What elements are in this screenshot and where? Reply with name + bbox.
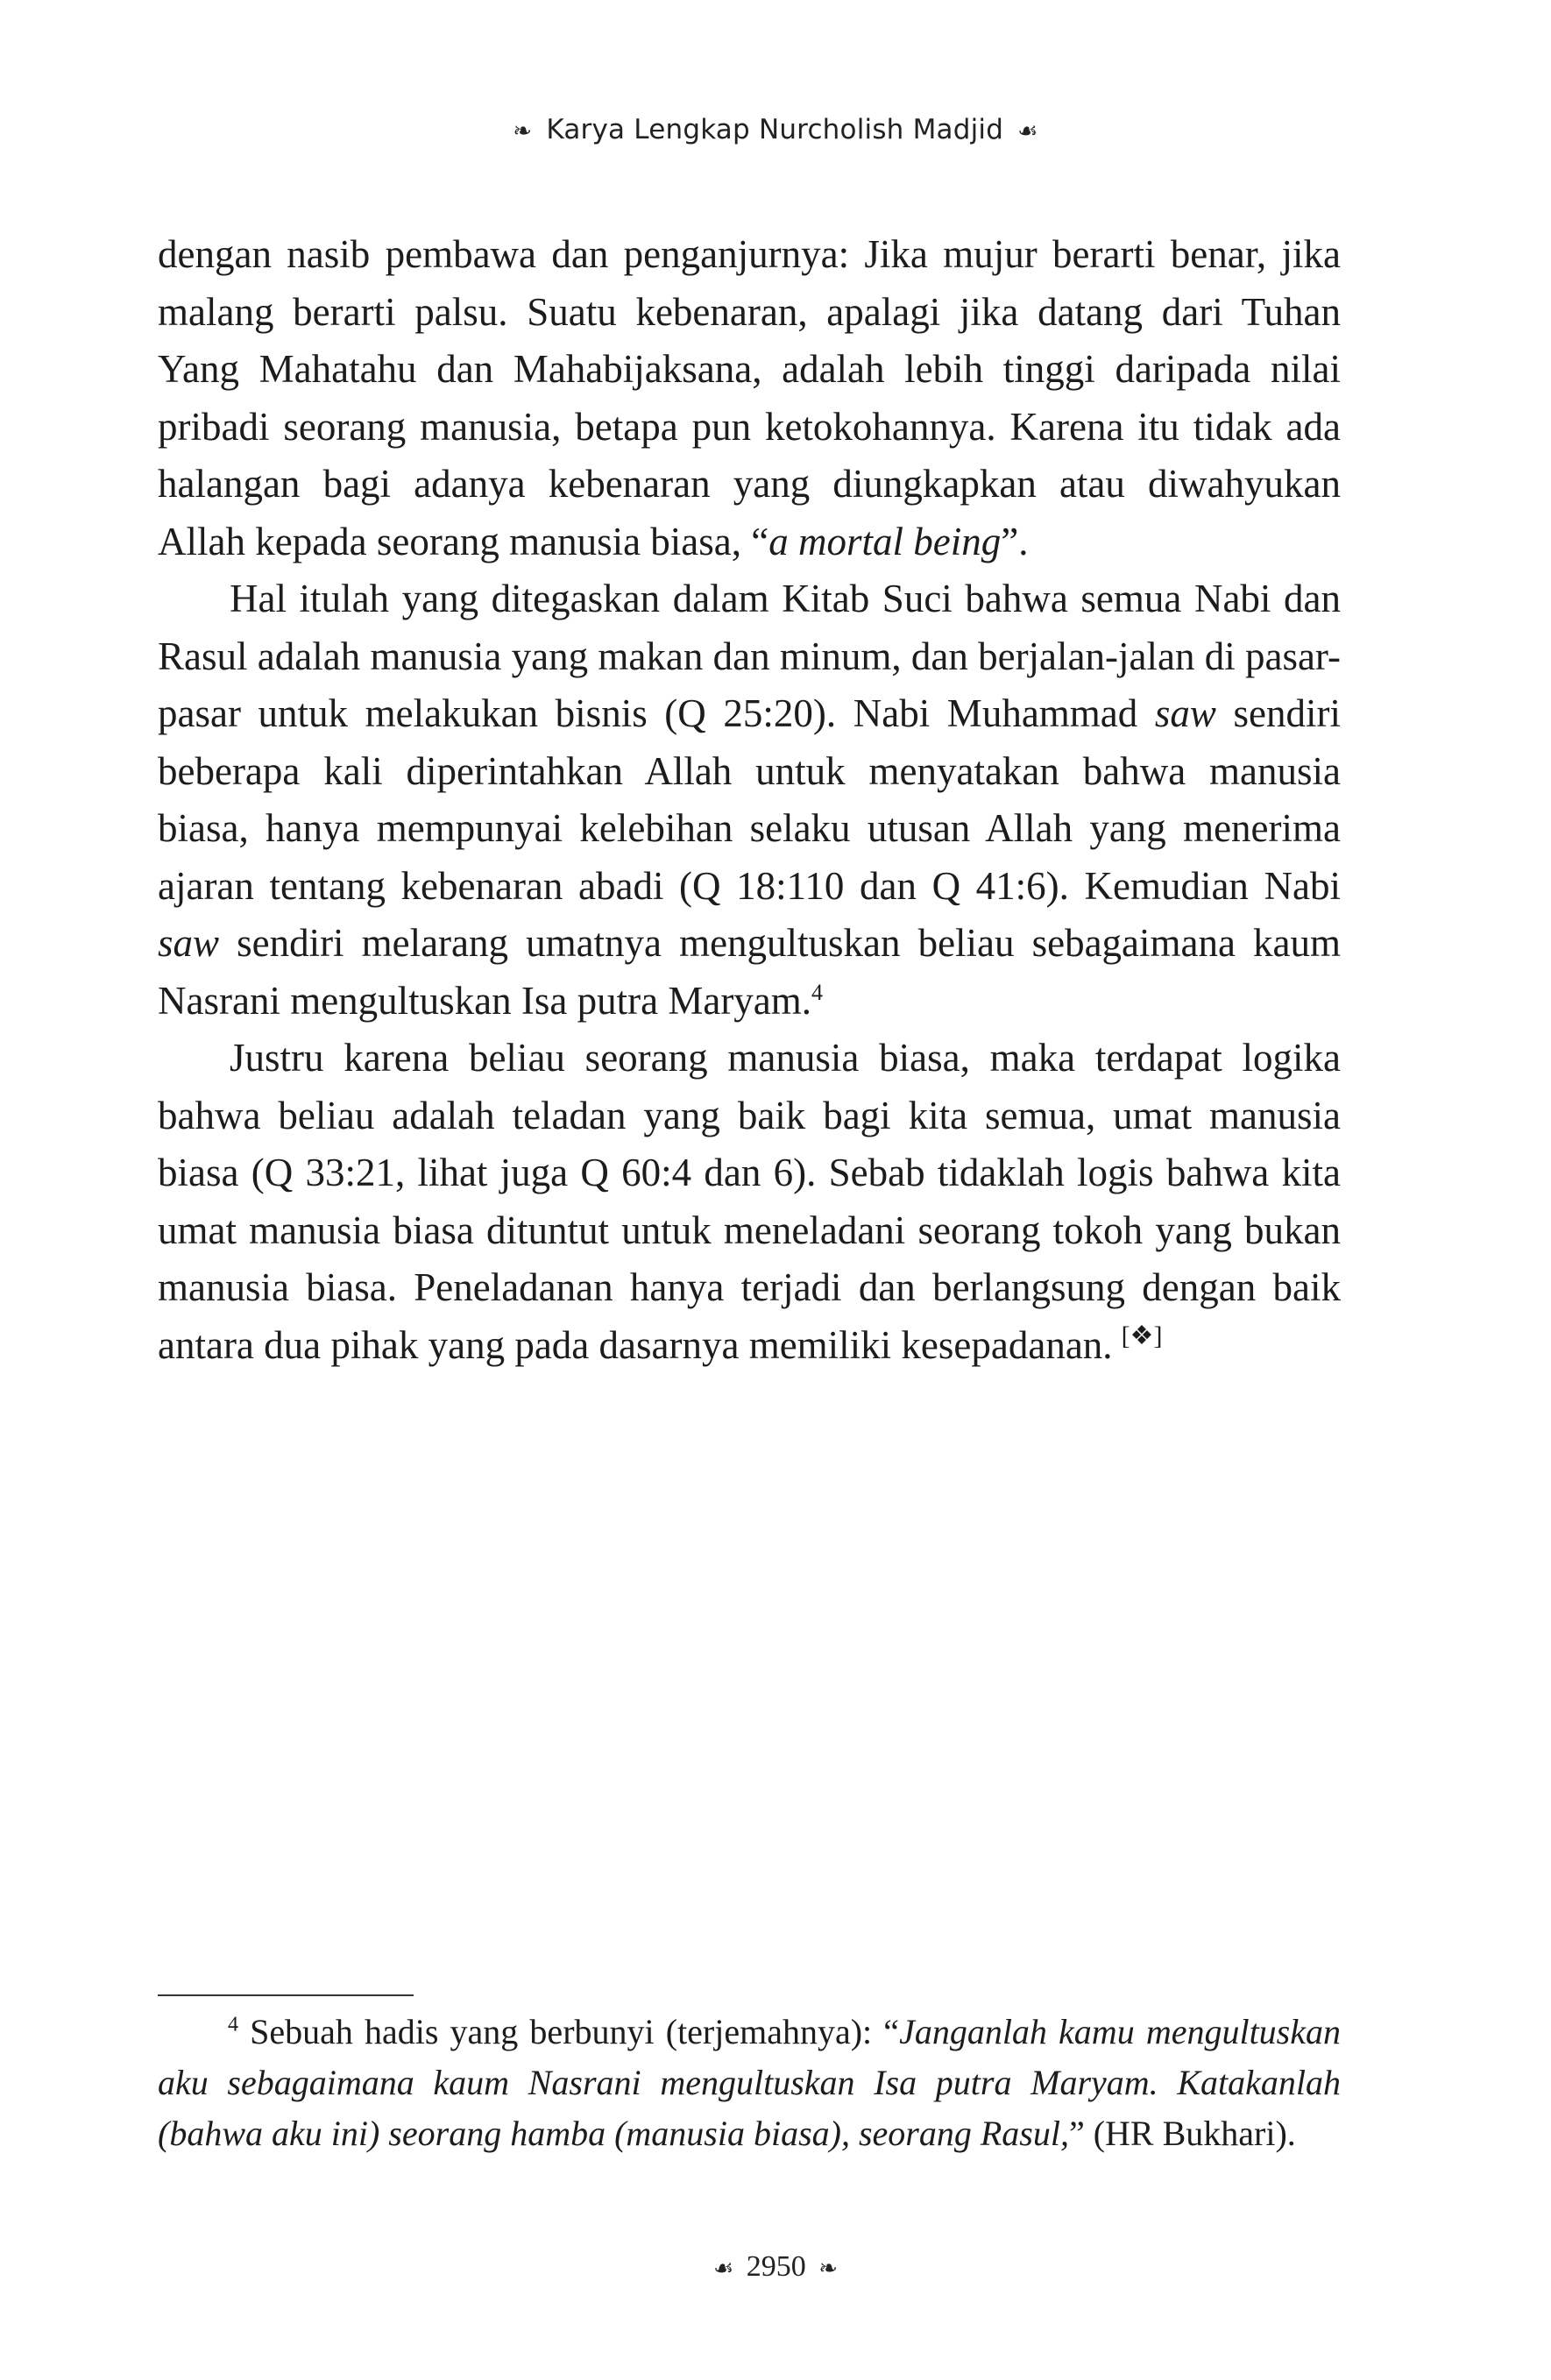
footnote-lead: Sebuah hadis yang berbunyi (terjemahnya): “ [238,2012,900,2051]
footnote-separator [158,1994,414,1996]
body-text [158,226,1341,1374]
footnote-4 [158,2007,1341,2159]
footnote-quote: Janganlah kamu mengultuskan aku sebagaimana kaum Nasrani mengultuskan Isa putra Maryam. Katakanlah (bahwa aku ini) seorang hamba (manusia biasa), seorang Rasul, [158,2012,1342,2153]
paragraph-1 [158,226,1341,570]
fleuron-right-icon: ❧ [818,2256,839,2282]
paragraph-2-part-c: sendiri melarang umatnya mengultuskan beliau sebagaimana kaum Nasrani mengultuskan Isa putra Maryam. [158,921,1341,1023]
running-header [0,114,1551,145]
fleuron-left-icon: ☙ [712,2256,734,2282]
footnote-reference[interactable]: 4 [811,979,824,1005]
saw-italic-2: saw [158,921,220,965]
paragraph-2 [158,570,1341,1030]
footnote [158,2007,1341,2159]
paragraph-3 [158,1030,1341,1374]
fleuron-right-icon: ☙ [1017,118,1038,145]
paragraph-2-part-b: sendiri beberapa kali diperintahkan Allah untuk menyatakan bahwa manusia biasa, hanya mempunyai kelebihan selaku utusan Allah yang menerima ajaran tentang kebenaran abadi (Q 18:110 dan Q 41:6). Kemudian Nabi [158,691,1341,908]
footnote-tail: ” (HR Bukhari). [1068,2114,1296,2153]
page-number: 2950 [746,2250,806,2283]
paragraph-3-text: Justru karena beliau seorang manusia biasa, maka terdapat logika bahwa beliau adalah teladan yang baik bagi kita semua, umat manusia biasa (Q 33:21, lihat juga Q 60:4 dan 6). Sebab tidaklah logis bahwa kita umat manusia biasa dituntut untuk meneladani seorang tokoh yang bukan manusia biasa. Peneladanan hanya terjadi dan berlangsung dengan baik antara dua pihak yang pada dasarnya memiliki kesepadanan. [158,1036,1341,1367]
saw-italic-1: saw [1154,691,1216,735]
book-title: Karya Lengkap Nurcholish Madjid [546,114,1004,145]
fleuron-left-icon: ❧ [513,118,533,145]
paragraph-2-part-a: Hal itulah yang ditegaskan dalam Kitab Suci bahwa semua Nabi dan Rasul adalah manusia yang makan dan minum, dan berjalan-jalan di pasar-pasar untuk melakukan bisnis (Q 25:20). Nabi Muhammad [158,577,1341,735]
page-footer [0,2250,1551,2284]
paragraph-1-italic: a mortal being [768,519,1002,563]
paragraph-1-end: ”. [1001,519,1029,563]
paragraph-1-text: dengan nasib pembawa dan penganjurnya: Jika mujur berarti benar, jika malang berarti palsu. Suatu kebenaran, apalagi jika datang dari Tuhan Yang Mahatahu dan Mahabijaksana, adalah lebih tinggi daripada nilai pribadi seorang manusia, betapa pun ketokohannya. Karena itu tidak ada halangan bagi adanya kebenaran yang diungkapkan atau diwahyukan Allah kepada seorang manusia biasa, “ [158,232,1341,563]
end-mark-icon: [❖] [1121,1321,1163,1350]
footnote-number: 4 [228,2013,238,2036]
